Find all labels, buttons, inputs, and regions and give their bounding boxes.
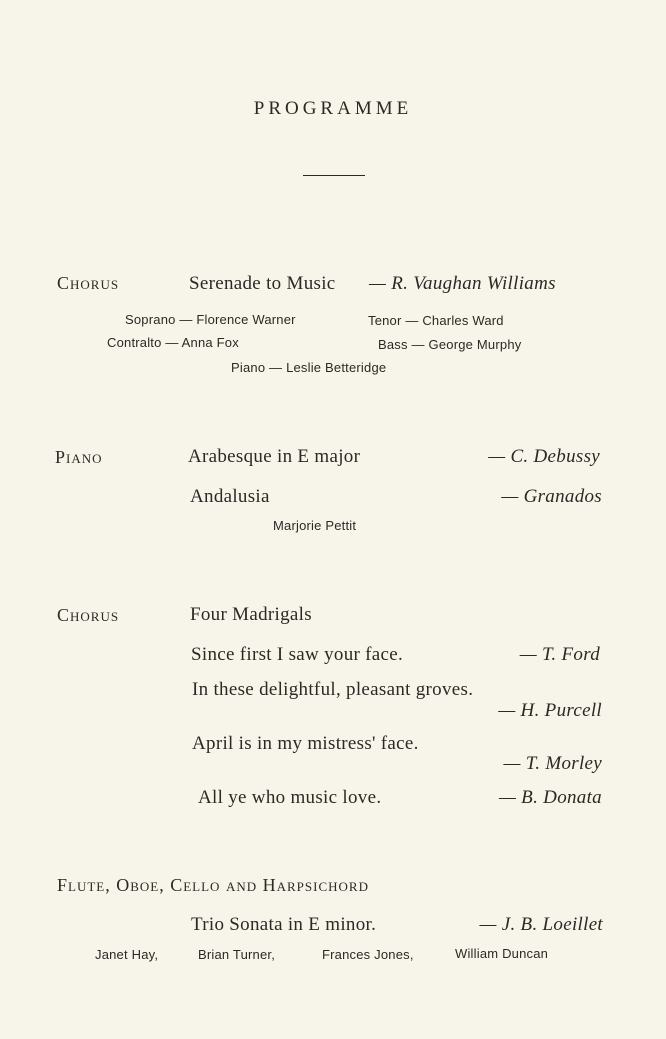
section-category: Chorus: [57, 605, 120, 625]
performer: Marjorie Pettit: [273, 518, 357, 533]
composer: — B. Donata: [498, 787, 602, 808]
performer: Piano — Leslie Betteridge: [231, 360, 387, 375]
work-title: Andalusia: [190, 486, 270, 507]
performer: Janet Hay,: [95, 947, 159, 962]
composer: — C. Debussy: [488, 446, 600, 467]
performer: Frances Jones,: [322, 947, 414, 962]
section-heading: Four Madrigals: [190, 604, 312, 625]
section-category: Chorus: [57, 273, 120, 293]
work-title: April is in my mistress' face.: [192, 733, 419, 754]
work-title: Serenade to Music: [189, 273, 336, 294]
performer: William Duncan: [455, 946, 549, 961]
section-category: Piano: [55, 447, 103, 467]
page-title: PROGRAMME: [253, 98, 413, 119]
work-title: All ye who music love.: [198, 787, 382, 808]
composer: — H. Purcell: [498, 700, 602, 721]
composer: — Granados: [501, 486, 602, 507]
work-title: Trio Sonata in E minor.: [191, 914, 377, 935]
title-divider: [303, 175, 365, 176]
composer: — T. Morley: [503, 753, 602, 774]
section-category: Flute, Oboe, Cello and Harpsichord: [57, 875, 369, 895]
work-title: Arabesque in E major: [188, 446, 361, 467]
work-title: Since first I saw your face.: [191, 644, 404, 665]
work-title: In these delightful, pleasant groves.: [192, 679, 474, 700]
performer: Bass — George Murphy: [378, 337, 522, 352]
performer: Soprano — Florence Warner: [125, 312, 296, 327]
composer: — J. B. Loeillet: [479, 914, 603, 935]
composer: — T. Ford: [519, 644, 600, 665]
performer: Contralto — Anna Fox: [107, 335, 239, 350]
performer: Brian Turner,: [198, 947, 276, 962]
composer: — R. Vaughan Williams: [369, 273, 556, 294]
performer: Tenor — Charles Ward: [368, 313, 504, 328]
